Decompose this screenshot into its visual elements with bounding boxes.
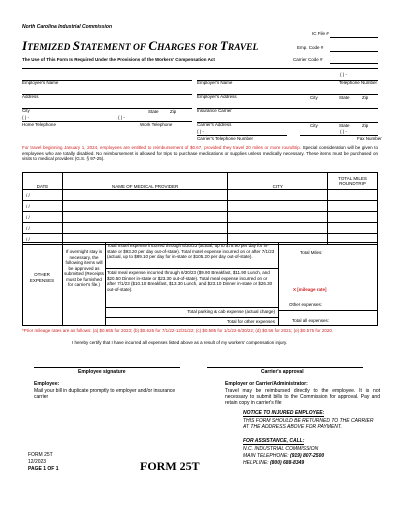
address-field[interactable] [22, 86, 192, 99]
date-cell[interactable]: / / [23, 234, 63, 245]
date-cell[interactable]: / / [23, 212, 63, 223]
city-cell[interactable] [228, 223, 328, 234]
employee-name-field[interactable] [22, 72, 192, 85]
phone-field[interactable] [22, 114, 192, 122]
col-date-header: DATE [23, 173, 63, 190]
carrier-code-label: Carrier Code # [293, 57, 323, 62]
provider-cell[interactable] [62, 190, 227, 201]
other-expenses-label: OTHER EXPENSES [29, 272, 55, 283]
main-telephone [243, 453, 324, 459]
other-expenses-total-label: Other expenses: [289, 302, 323, 307]
col-provider-header: NAME OF MEDICAL PROVIDER [62, 173, 227, 190]
divider [105, 317, 278, 318]
form-title: ITEMIZED STATEMENT OF CHARGES FOR TRAVEL [22, 38, 259, 53]
provider-cell[interactable] [62, 212, 227, 223]
date-cell[interactable]: / / [23, 201, 63, 212]
divider [62, 242, 63, 326]
employer-state-label: State [339, 95, 350, 100]
employee-signature-label: Employee signature [78, 369, 126, 375]
miles-cell[interactable] [328, 212, 378, 223]
home-phone-mask: ( ) - [22, 115, 29, 120]
employer-phone-mask: ( ) - [340, 72, 347, 77]
carrier-approval-line[interactable] [207, 367, 363, 368]
work-phone-mask: ( ) - [118, 115, 125, 120]
motel-expense-text: Total motel expense incurred through 6/30/23 (actual, up to $78.90 per day for in-state or $93.20 per day out-of-state). Total motel expense incurred on or after 7/1/23 (actual, up to $89.10 per day for in-state or $105.20 per day out-of-state). [107, 243, 275, 259]
fax-number-label: Fax Number [357, 136, 382, 141]
date-cell[interactable]: / / [23, 223, 63, 234]
travel-notice [22, 145, 378, 162]
divider [278, 310, 378, 311]
meal-expense-text: Total meal expense incurred through 6/30/23 ($9.90 Breakfast, $11.90 Lunch, and $20.50 Dinner in-state or $23.30 out-of-state). Total meal expense incurred on or after 7/1/23 ($10.10 Breakfast, $13.30 Lunch, and $23.10 Dinner in-state or $26.30 out-of-state). [107, 270, 273, 292]
table-row [23, 212, 378, 223]
employee-section-label: Employee: [34, 381, 60, 387]
carrier-zip-label: Zip [362, 123, 369, 128]
city-cell[interactable] [228, 190, 328, 201]
employer-name-label: Employer's Name [197, 80, 233, 85]
fax-mask: ( ) - [340, 129, 347, 134]
employer-section-label: Employer or Carrier/Administrator: [225, 381, 308, 387]
carrier-state-label: State [339, 123, 350, 128]
table-row [23, 190, 378, 201]
divider [105, 307, 278, 308]
certification-text: I hereby certify that I have incurred all expenses listed above as a result of my workers' compensation injury. [72, 340, 288, 345]
date-cell[interactable]: / / [23, 190, 63, 201]
state-label: State [148, 109, 159, 114]
address-label: Address [22, 94, 39, 99]
total-other-label: Total for other expenses [226, 319, 275, 324]
miles-cell[interactable] [328, 223, 378, 234]
provider-cell[interactable] [62, 223, 227, 234]
divider [105, 268, 278, 269]
total-miles-label: Total Miles: [300, 250, 323, 255]
city-cell[interactable] [228, 212, 328, 223]
commission-name: N.C. INDUSTRIAL COMMISSION [243, 446, 319, 452]
divider [278, 242, 279, 326]
main-telephone-number: (919) 807-2500 [289, 453, 325, 459]
carrier-code-field[interactable] [330, 63, 378, 64]
divider [105, 242, 106, 326]
city-cell[interactable] [228, 201, 328, 212]
form-subtitle: The Use of This Form Is Required Under the Provisions of the Workers' Compensation Act [22, 57, 215, 62]
notice-heading: NOTICE TO INJURED EMPLOYEE: [243, 410, 325, 416]
table-row [23, 223, 378, 234]
carrier-phone-label: Carrier's Telephone Number [197, 136, 254, 141]
zip-label: Zip [170, 109, 177, 114]
helpline-number: (800) 688-8349 [269, 460, 305, 466]
ic-file-field[interactable] [330, 37, 378, 38]
telephone-number-label: Telephone Number [339, 80, 378, 85]
notice-text: THIS FORM SHOULD BE RETURNED TO THE CARRIER AT THE ADDRESS ABOVE FOR PAYMENT. [243, 418, 374, 430]
miles-cell[interactable] [328, 201, 378, 212]
special-consideration-text: Special consideration will be given to employees who are totally disabled. No reimbursement is allowed for trips to purchase medications or supplies unless medically necessary. These items must be purchased on visits to medical providers (G.S. § 97-25). [22, 145, 378, 161]
table-row [23, 201, 378, 212]
ic-file-label: IC File # [312, 31, 329, 36]
employer-instructions: Travel may be reimbursed directly to the employee. It is not necessary to submit bills to the Commission for approval. Pay and retain copy in carrier's file [225, 388, 380, 406]
provider-cell[interactable] [62, 201, 227, 212]
page-number: PAGE 1 OF 1 [28, 466, 59, 472]
carrier-city-label: City [310, 123, 318, 128]
employee-name-label: Employee's Name [22, 80, 59, 85]
header-divider [22, 68, 378, 69]
rate-notice: For travel beginning January 1, 2024, employees are entitled to reimbursement of $0.67, provided they travel 20 miles or more roundtrip. [22, 145, 301, 150]
home-phone-label: Home Telephone [22, 122, 56, 127]
col-city-header: CITY [228, 173, 328, 190]
agency-name: North Carolina Industrial Commission [22, 24, 113, 30]
prior-rates-note: *Prior mileage rates are as follows: (a) $0.655 for 2023; (b) $0.625 for 7/1/22-12/31/22; (c) $0.585 for 1/1/22-6/30/22; (d) $0.56 for 2021; (e) $0.575 for 2020. [22, 328, 334, 333]
employer-address-label: Employer's Address [197, 94, 237, 99]
carrier-address-label: Carrier's Address [197, 122, 232, 127]
form-number-large: FORM 25T [140, 459, 200, 473]
employee-signature-line[interactable] [34, 367, 180, 368]
helpline-label: HELPLINE: [243, 460, 270, 466]
emp-code-field[interactable] [330, 51, 378, 52]
emp-code-label: Emp. Code # [297, 45, 324, 50]
employer-city-label: City [310, 95, 318, 100]
carrier-approval-label: Carrier's approval [261, 369, 304, 375]
main-telephone-label: MAIN TELEPHONE: [243, 453, 290, 459]
work-phone-label: Work Telephone [140, 122, 173, 127]
city-label: City [22, 108, 30, 113]
parking-expense-text: Total parking & cab expense (actual charge) [187, 309, 275, 314]
insurance-carrier-field[interactable] [197, 100, 378, 113]
overnight-instructions: If overnight stay is necessary, the following items will be approved as submitted (Receipts must be furnished for carrier's file.) [64, 249, 104, 287]
carrier-phone-mask: ( ) - [197, 129, 204, 134]
insurance-carrier-label: Insurance Carrier [197, 108, 232, 113]
employee-instructions: Mail your bill in duplicate promptly to employer and/or insurance carrier [34, 388, 176, 400]
assistance-heading: FOR ASSISTANCE, CALL: [243, 438, 305, 444]
mileage-rate-label: X [mileage rate] [293, 287, 327, 292]
total-all-expenses-label: Total all expenses: [292, 318, 330, 323]
miles-cell[interactable] [328, 190, 378, 201]
form-date: 12/2023 [28, 459, 47, 465]
employer-zip-label: Zip [362, 95, 369, 100]
helpline [243, 460, 304, 466]
col-miles-header: TOTAL MILES ROUNDTRIP [328, 173, 378, 190]
travel-table [22, 172, 378, 245]
form-code: FORM 25T [28, 452, 53, 458]
